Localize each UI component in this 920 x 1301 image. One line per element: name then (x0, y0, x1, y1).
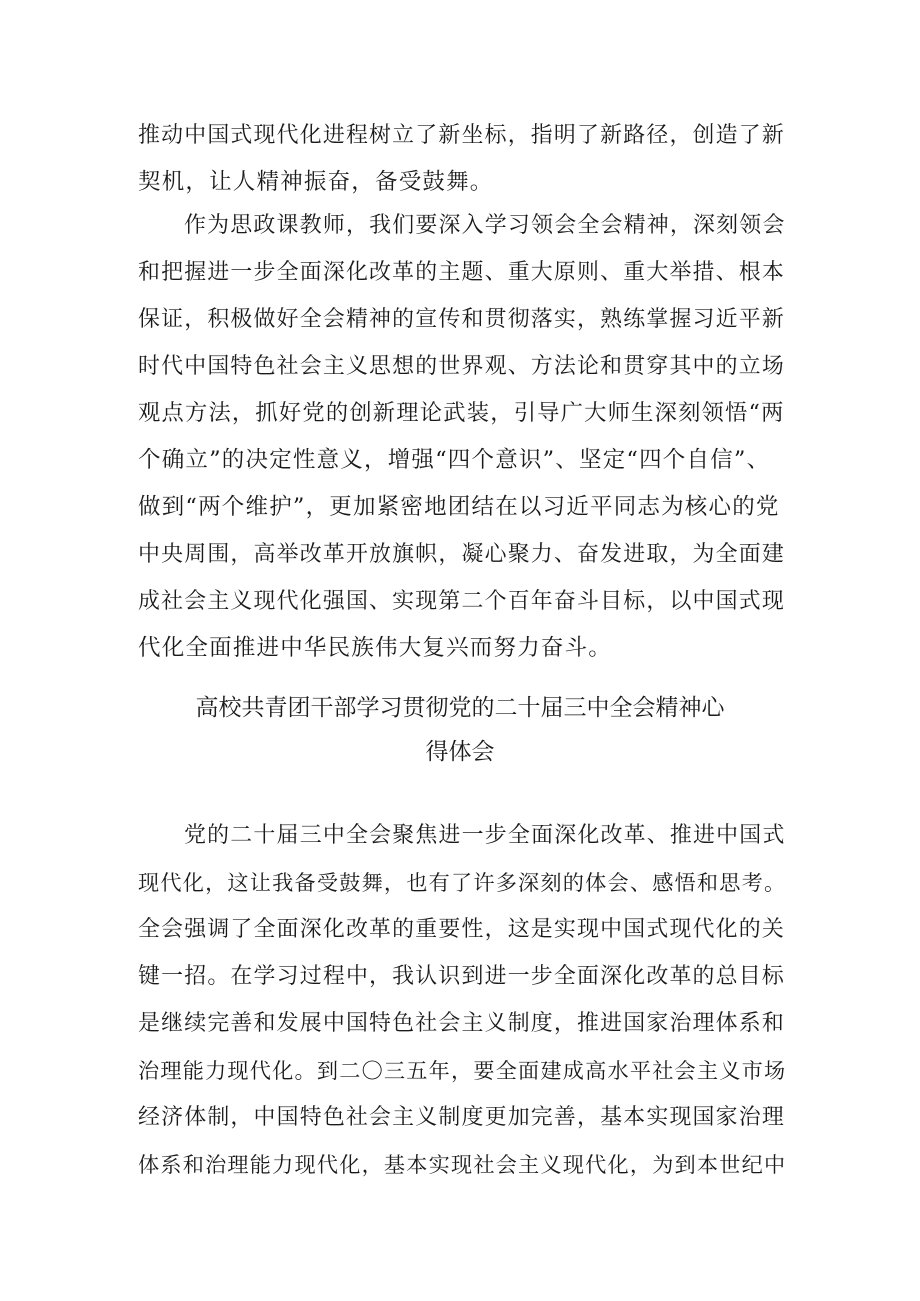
paragraph-line: 作为思政课教师，我们要深入学习领会全会精神，深刻领会 (184, 213, 786, 238)
paragraph-line: 和把握进一步全面深化改革的主题、重大原则、重大举措、根本 (138, 260, 785, 285)
paragraph-line: 观点方法，抓好党的创新理论武装，引导广大师生深刻领悟“两 (138, 400, 785, 426)
paragraph-line: 契机，让人精神振奋，备受鼓舞。 (138, 169, 494, 195)
paragraph-line: 治理能力现代化。到二〇三五年，要全面建成高水平社会主义市场 (138, 1058, 787, 1083)
paragraph-teacher-role (138, 202, 788, 672)
paragraph-reflection (138, 812, 788, 1188)
paragraph-line: 中央周围，高举改革开放旗帜，凝心聚力、奋发进取，为全面建 (138, 542, 785, 567)
paragraph-line: 全会强调了全面深化改革的重要性，这是实现中国式现代化的关 (138, 917, 785, 942)
paragraph-line: 成社会主义现代化强国、实现第二个百年奋斗目标，以中国式现 (138, 589, 785, 614)
paragraph-line: 现代化，这让我备受鼓舞，也有了许多深刻的体会、感悟和思考。 (138, 870, 787, 895)
paragraph-line: 做到“两个维护”，更加紧密地团结在以习近平同志为核心的党 (138, 494, 780, 520)
paragraph-line: 体系和治理能力现代化，基本实现社会主义现代化，为到本世纪中 (138, 1152, 787, 1177)
paragraph-line: 推动中国式现代化进程树立了新坐标，指明了新路径，创造了新 (138, 123, 785, 148)
paragraph-continuation (138, 112, 788, 206)
paragraph-line: 是继续完善和发展中国特色社会主义制度，推进国家治理体系和 (138, 1011, 785, 1036)
paragraph-line: 时代中国特色社会主义思想的世界观、方法论和贯穿其中的立场 (138, 354, 785, 379)
paragraph-line: 保证，积极做好全会精神的宣传和贯彻落实，熟练掌握习近平新 (138, 307, 785, 332)
paragraph-line: 党的二十届三中全会聚焦进一步全面深化改革、推进中国式 (184, 823, 786, 848)
section-title-line: 高校共青团干部学习贯彻党的二十届三中全会精神心 (195, 695, 725, 721)
section-title (0, 686, 920, 774)
paragraph-line: 代化全面推进中华民族伟大复兴而努力奋斗。 (138, 635, 613, 661)
paragraph-line: 个确立”的决定性意义，增强“四个意识”、坚定“四个自信”、 (138, 447, 771, 473)
paragraph-line: 经济体制，中国特色社会主义制度更加完善，基本实现国家治理 (138, 1105, 785, 1130)
paragraph-line: 键一招。在学习过程中，我认识到进一步全面深化改革的总目标 (138, 964, 785, 989)
section-title-line: 得体会 (425, 739, 495, 765)
